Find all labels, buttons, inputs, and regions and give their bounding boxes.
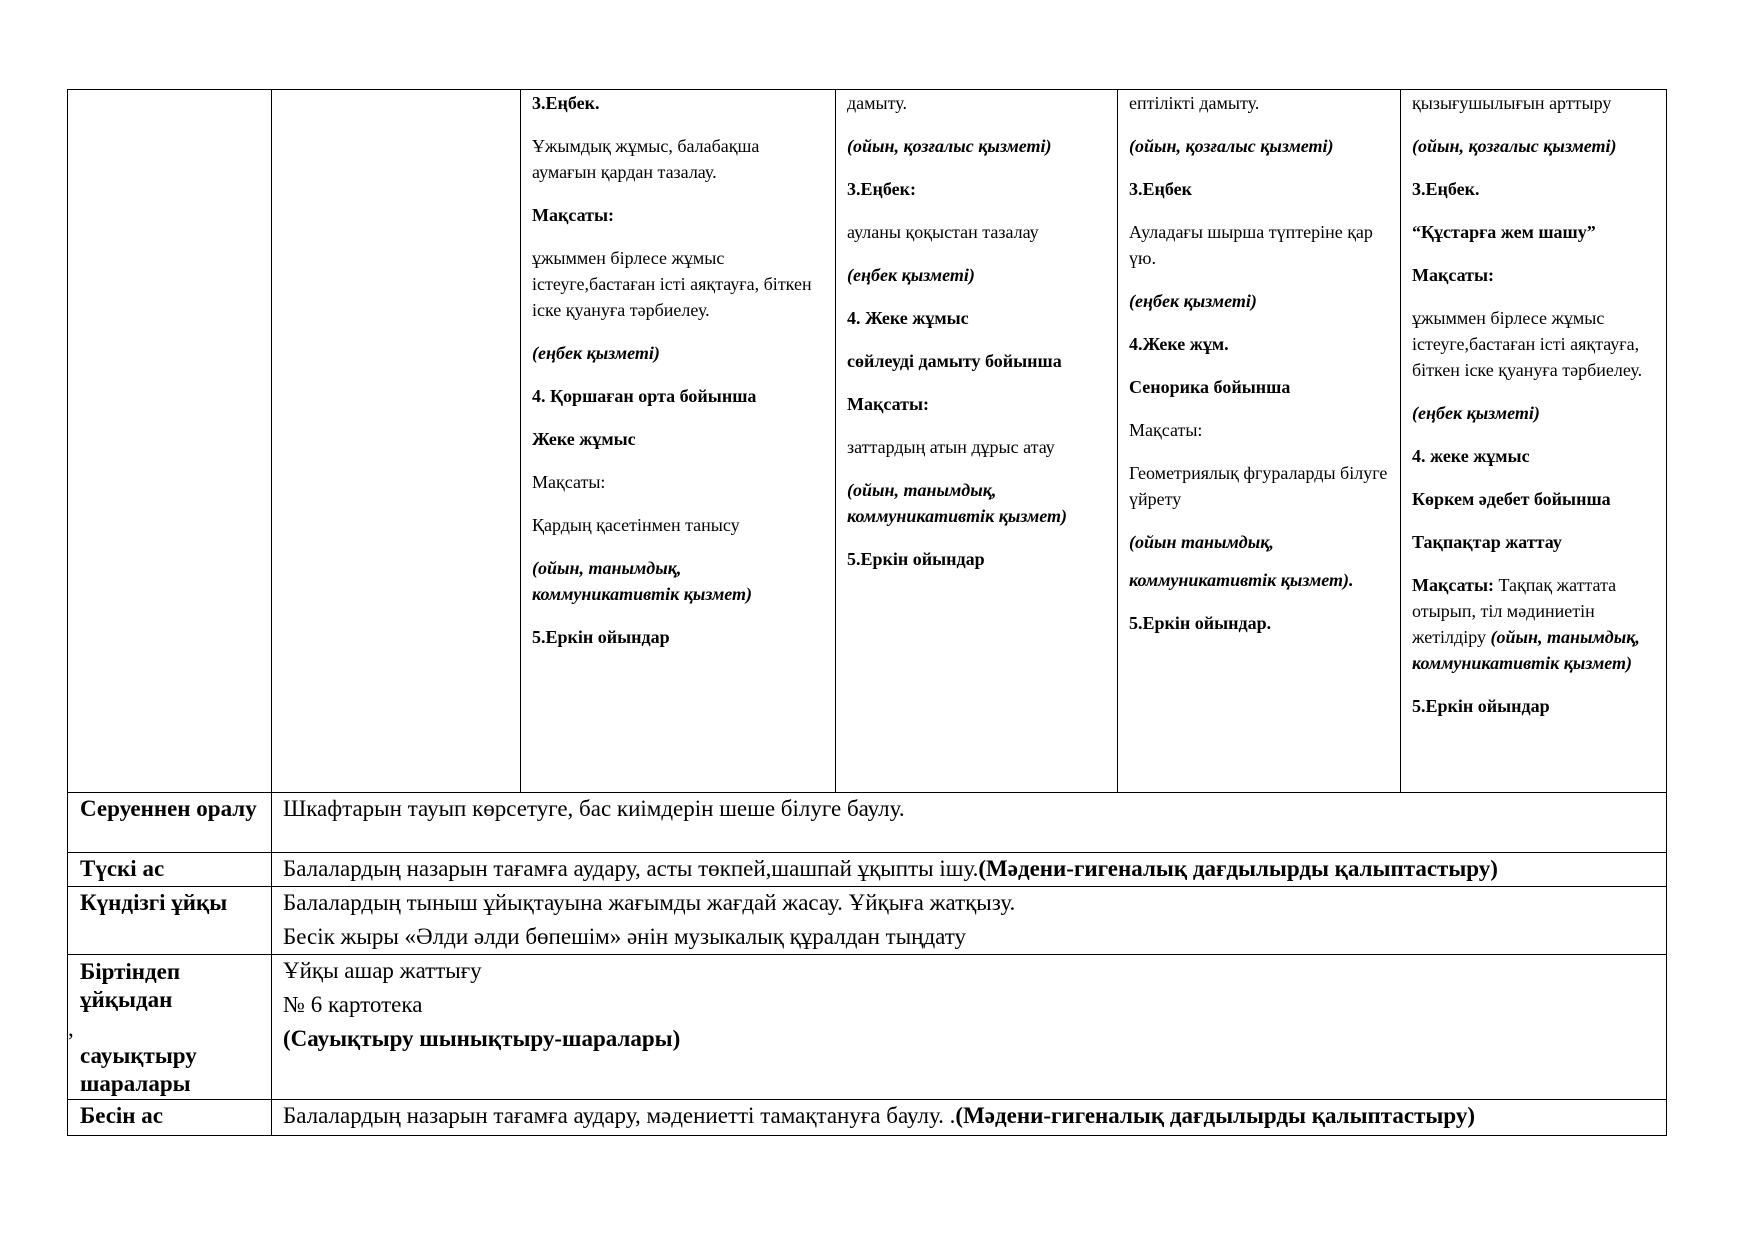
col5-paragraph: (еңбек қызметі) [1129, 291, 1257, 311]
goal-label: Мақсаты: [1412, 575, 1494, 595]
lunch-text: Балалардың назарын тағамға аудару, асты төкпей,шашпай ұқыпты ішу. [283, 856, 979, 881]
table-rule [1117, 89, 1118, 792]
col3-paragraph: 4. Қоршаған орта бойынша [532, 386, 757, 406]
col3-paragraph: Қардың қасетінмен танысу [532, 515, 740, 535]
wakeup-label-b: сауықтыру шаралары [80, 1043, 197, 1096]
table-rule [835, 89, 836, 792]
col3-paragraph: ұжыммен бірлесе жұмыс істеуге,бастаған істі аяқтауға, біткен іске қуануға тәрбиелеу. [532, 248, 812, 320]
col5-paragraph: (ойын танымдық, [1129, 532, 1274, 552]
col3-paragraph: Ұжымдық жұмыс, балабақша аумағын қардан тазалау. [532, 136, 760, 182]
return-walk-label: Серуеннен оралу [80, 796, 257, 821]
col5-paragraph: Геометриялық фгураларды білуге үйрету [1129, 463, 1388, 509]
col5-paragraph: (ойын, қозғалыс қызметі) [1129, 136, 1334, 156]
col6-paragraph [1412, 572, 1662, 676]
col3-paragraph: 3.Еңбек. [532, 93, 600, 113]
col5-paragraph: 4.Жеке жұм. [1129, 334, 1229, 354]
wakeup-comma: , [68, 1016, 74, 1041]
wakeup-goal: (Сауықтыру шынықтыру-шаралары) [283, 1026, 681, 1051]
activity-type: (ойын, танымдық, коммуникативтік қызмет) [1412, 627, 1640, 673]
activity-cell-col6 [1412, 90, 1662, 736]
snack-label: Бесін ас [80, 1103, 164, 1128]
col4-paragraph: (еңбек қызметі) [847, 265, 975, 285]
snack-text: Балалардың назарын тағамға аудару, мәдениетті тамақтануға баулу. . [283, 1103, 956, 1128]
row-label-return-walk [80, 795, 260, 823]
col4-paragraph: (ойын, танымдық, коммуникативтік қызмет) [847, 480, 1068, 526]
col6-paragraph: Тақпақтар жаттау [1412, 532, 1562, 552]
nap-line2: Бесік жыры «Әлди әлди бөпешім» әнін музыкалық құралдан тыңдату [283, 924, 967, 949]
row-label-wakeup-b [80, 1042, 260, 1098]
nap-label: Күндізгі ұйқы [80, 890, 228, 915]
snack-goal: (Мәдени-гигеналық дағдылырды қалыптастыру) [955, 1103, 1475, 1128]
row-content-lunch [283, 854, 1663, 884]
col3-paragraph: (еңбек қызметі) [532, 343, 660, 363]
col5-paragraph: Мақсаты: [1129, 420, 1203, 440]
goal-text: Тақпақ жаттата отырып, тіл мәдиниетін жетілдіру [1412, 575, 1617, 647]
col5-paragraph: Сенорика бойынша [1129, 377, 1291, 397]
lunch-label: Түскі ас [80, 856, 165, 881]
row-label-wakeup [80, 958, 260, 1014]
table-rule [67, 954, 1666, 955]
col6-paragraph: “Құстарға жем шашу” [1412, 222, 1596, 242]
row-label-snack [80, 1102, 260, 1130]
row-content-snack [283, 1101, 1663, 1131]
table-rule [67, 1099, 1666, 1100]
lunch-goal: (Мәдени-гигеналық дағдылырды қалыптастыру) [978, 856, 1498, 881]
col4-paragraph: 3.Еңбек: [847, 179, 916, 199]
col4-paragraph: заттардың атын дұрыс атау [847, 437, 1055, 457]
row-label-lunch [80, 855, 260, 883]
row-content-wakeup [283, 956, 1653, 1054]
col5-paragraph: 5.Еркін ойындар. [1129, 613, 1272, 633]
table-border-bottom [67, 1135, 1666, 1136]
wakeup-line1: Ұйқы ашар жаттығу [283, 958, 482, 983]
col5-paragraph: ептілікті дамыту. [1129, 93, 1260, 113]
nap-line1: Балалардың тыныш ұйықтауына жағымды жағдай жасау. Ұйқыға жатқызу. [283, 890, 1016, 915]
table-rule [67, 792, 1666, 793]
activity-cell-col5 [1129, 90, 1397, 653]
col6-paragraph: 5.Еркін ойындар [1412, 696, 1550, 716]
col4-paragraph: сөйлеуді дамыту бойынша [847, 351, 1062, 371]
col5-paragraph: коммуникативтік қызмет). [1129, 570, 1354, 590]
return-walk-text: Шкафтарын тауып көрсетуге, бас киімдерін шеше білуге баулу. [283, 796, 905, 821]
col4-paragraph: Мақсаты: [847, 394, 929, 414]
table-rule [520, 89, 521, 792]
col4-paragraph: (ойын, қозғалыс қызметі) [847, 136, 1052, 156]
table-rule [67, 886, 1666, 887]
activity-cell-col3 [532, 90, 824, 667]
wakeup-line2: № 6 картотека [283, 992, 423, 1017]
col6-paragraph: 4. жеке жұмыс [1412, 446, 1530, 466]
table-rule [271, 89, 272, 1136]
row-content-nap [283, 888, 1653, 952]
table-border-left [67, 89, 68, 1136]
col5-paragraph: 3.Еңбек [1129, 179, 1192, 199]
col4-paragraph: 4. Жеке жұмыс [847, 308, 969, 328]
table-rule [1400, 89, 1401, 792]
col3-paragraph: Жеке жұмыс [532, 429, 636, 449]
col6-paragraph: қызығушылығын арттыру [1412, 93, 1612, 113]
col6-paragraph: ұжыммен бірлесе жұмыс істеуге,бастаған істі аяқтауға, біткен іске қуануға тәрбиелеу. [1412, 308, 1643, 380]
table-border-right [1666, 89, 1667, 1136]
col6-paragraph: 3.Еңбек. [1412, 179, 1480, 199]
col6-paragraph: (ойын, қозғалыс қызметі) [1412, 136, 1617, 156]
col3-paragraph: (ойын, танымдық, коммуникативтік қызмет) [532, 558, 753, 604]
col4-paragraph: дамыту. [847, 93, 907, 113]
col3-paragraph: Мақсаты: [532, 205, 614, 225]
col6-paragraph: Көркем әдебет бойынша [1412, 489, 1611, 509]
table-rule [67, 852, 1666, 853]
wakeup-label-a: Біртіндеп ұйқыдан [80, 959, 181, 1012]
col6-paragraph: Мақсаты: [1412, 265, 1494, 285]
col5-paragraph: Ауладағы шырша түптеріне қар үю. [1129, 222, 1373, 268]
activity-cell-col4 [847, 90, 1115, 589]
col3-paragraph: 5.Еркін ойындар [532, 627, 670, 647]
col4-paragraph: 5.Еркін ойындар [847, 549, 985, 569]
row-content-return-walk [283, 794, 1653, 824]
col3-paragraph: Мақсаты: [532, 472, 606, 492]
row-label-nap [80, 889, 260, 917]
col6-paragraph: (еңбек қызметі) [1412, 403, 1540, 423]
col4-paragraph: ауланы қоқыстан тазалау [847, 222, 1039, 242]
